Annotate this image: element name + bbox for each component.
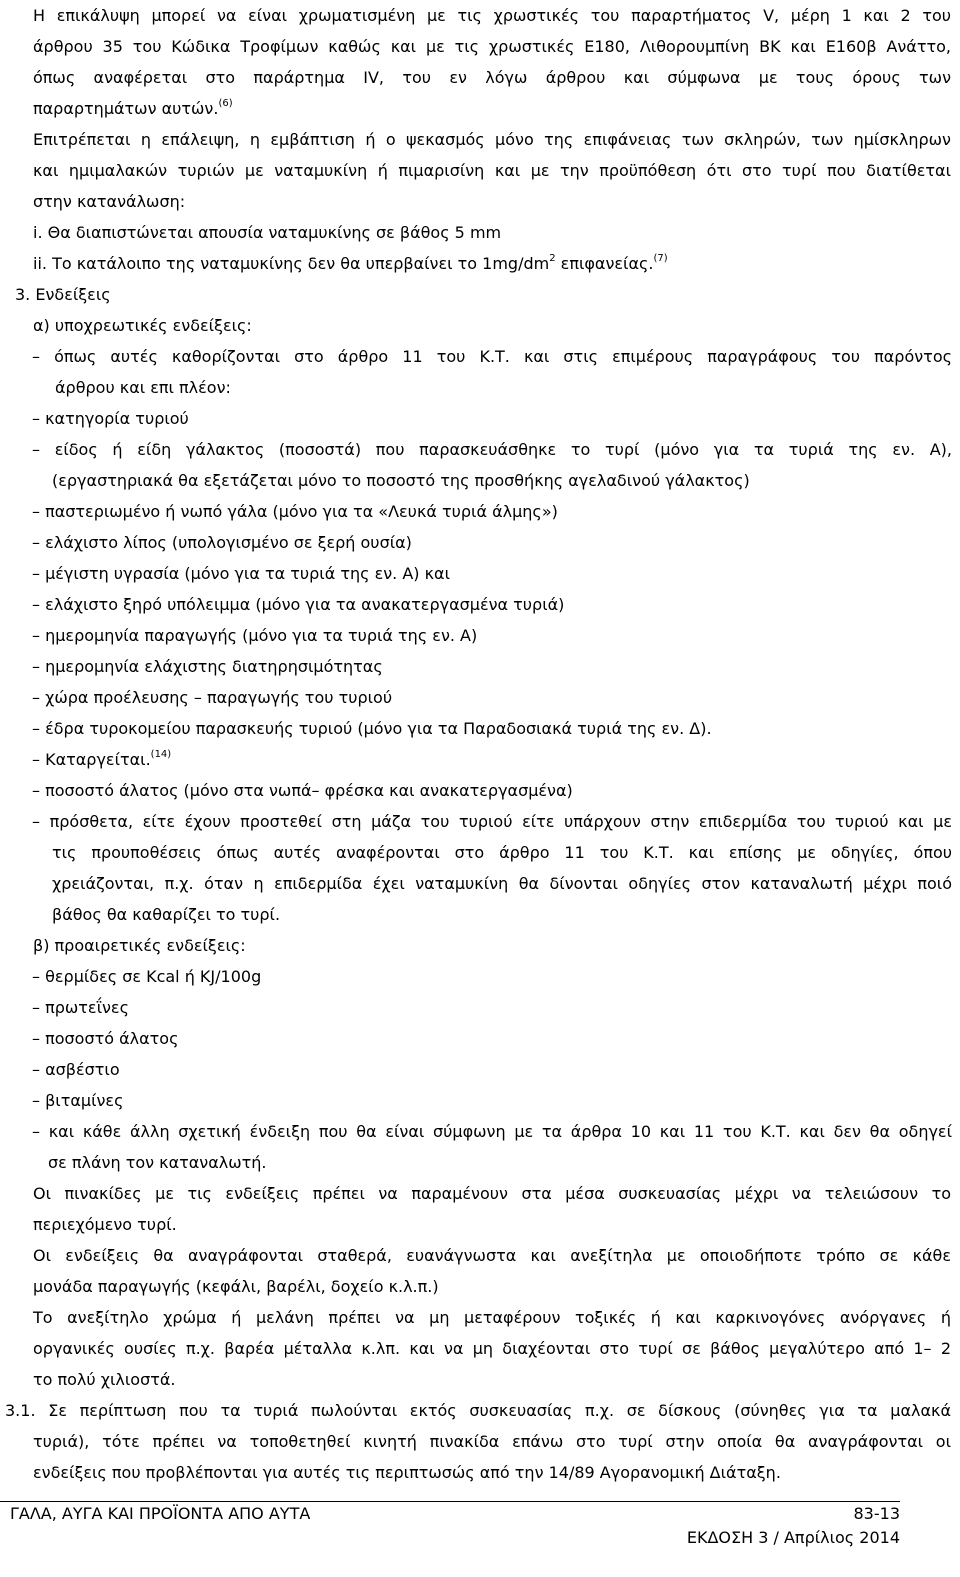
list-item: – ελάχιστο λίπος (υπολογισμένο σε ξερή ουσία) [0,527,960,558]
text-line: σε πλάνη τον καταναλωτή. [48,1153,267,1172]
edition-label: ΕΚΔΟΣΗ 3 / Απρίλιος 2014 [686,1528,900,1547]
list-item: – όπως αυτές καθορίζονται στο άρθρο 11 του Κ.Τ. και στις επιμέρους παραγράφους του παρόντος [0,341,952,372]
text-line: άρθρου και επι πλέον: [55,378,231,397]
footnote-ref: (14) [150,749,172,760]
list-item: – Καταργείται.$^{(14)}$ [32,749,172,769]
footnote-ref: (6) [218,98,233,109]
text-line: περιεχόμενο τυρί. [33,1215,177,1234]
text-line: βάθος θα καθαρίζει το τυρί. [52,905,281,924]
footnote-ref: (7) [653,253,668,264]
list-item: – χώρα προέλευσης – παραγωγής του τυριού [0,682,960,713]
text-line: Επιτρέπεται η επάλειψη, η εμβάπτιση ή ο ψεκασμός μόνο της επιφάνειας των σκληρών, των ημίσκληρων [33,130,951,149]
superscript: 2 [549,253,556,264]
text-line: 3.1. Σε περίπτωση που τα τυριά πωλούνται εκτός συσκευασίας π.χ. σε δίσκους (σύνηθες για τα μαλακά [5,1401,951,1420]
list-item: – ασβέστιο [0,1054,960,1085]
text-line: Οι ενδείξεις θα αναγράφονται σταθερά, ευανάγνωστα και ανεξίτηλα με οποιοδήποτε τρόπο σε κάθε [33,1246,951,1265]
list-item: – κατηγορία τυριού [0,403,960,434]
section-heading: 3. Ενδείξεις [15,285,111,304]
subsection-heading: α) υποχρεωτικές ενδείξεις: [33,316,252,335]
list-item: – ημερομηνία παραγωγής (μόνο για τα τυριά της εν. Α) [0,620,960,651]
list-item: – θερμίδες σε Kcal ή KJ/100g [0,961,960,992]
text-line: μονάδα παραγωγής (κεφάλι, βαρέλι, δοχείο κ.λ.π.) [33,1277,439,1296]
list-item: – βιταμίνες [0,1085,960,1116]
text-line: το πολύ χιλιοστά. [33,1370,176,1389]
text-line: στην κατανάλωση: [33,192,186,211]
text-line: (εργαστηριακά θα εξετάζεται μόνο το ποσοστό της προσθήκης αγελαδινού γάλακτος) [52,471,750,490]
page-number: 83-13 [853,1504,900,1523]
list-item: – ποσοστό άλατος [0,1023,960,1054]
list-item: – έδρα τυροκομείου παρασκευής τυριού (μόνο για τα Παραδοσιακά τυριά της εν. Δ). [0,713,960,744]
text-line: και ημιμαλακών τυριών με ναταμυκίνη ή πιμαρισίνη και με την προϋπόθεση ότι στο τυρί που διατίθεται [33,161,951,180]
text-line: άρθρου 35 του Κώδικα Τροφίμων καθώς και με τις χρωστικές E180, Λιθορουμπίνη BK και E160β Ανάττο, [33,37,951,56]
list-item: – είδος ή είδη γάλακτος (ποσοστά) που παρασκευάσθηκε το τυρί (μόνο για τα τυριά της εν. Α), [0,434,952,465]
text-line: οργανικές ουσίες π.χ. βαρέα μέταλλα κ.λπ. και να μη διαχέονται στο τυρί σε βάθος μεγαλύτερο από 1– 2 [33,1339,951,1358]
text-line: ii. Το κατάλοιπο της ναταμυκίνης δεν θα υπερβαίνει το $1mg/dm^2$ επιφανείας.$^{(7)}$ [33,253,668,273]
list-item: – πρόσθετα, είτε έχουν προστεθεί στη μάζα του τυριού είτε υπάρχουν στην επιδερμίδα του τυριού και με [0,806,952,837]
text-line: Οι πινακίδες με τις ενδείξεις πρέπει να παραμένουν στα μέσα συσκευασίας μέχρι να τελειώσουν το [33,1184,951,1203]
text-line: τις προυποθέσεις όπως αυτές αναφέρονται στο άρθρο 11 του Κ.Τ. και επίσης με οδηγίες, όπου [52,843,952,862]
list-item: – μέγιστη υγρασία (μόνο για τα τυριά της εν. Α) και [0,558,960,589]
text-line: παραρτημάτων αυτών.$^{(6)}$ [33,98,233,118]
subsection-heading: β) προαιρετικές ενδείξεις: [33,936,246,955]
text-line: Η επικάλυψη μπορεί να είναι χρωματισμένη με τις χρωστικές του παραρτήματος V, μέρη 1 και 2 του [33,6,951,25]
list-item: – και κάθε άλλη σχετική ένδειξη που θα είναι σύμφωνη με τα άρθρα 10 και 11 του Κ.Τ. και δεν θα οδηγεί [0,1116,952,1147]
text-line: χρειάζονται, π.χ. όταν η επιδερμίδα έχει ναταμυκίνη θα δίνονται οδηγίες στον καταναλωτή μέχρι ποιό [52,874,952,893]
list-item: – ημερομηνία ελάχιστης διατηρησιμότητας [0,651,960,682]
footer-title: ΓΑΛΑ, ΑΥΓΑ ΚΑΙ ΠΡΟΪΟΝΤΑ ΑΠΟ ΑΥΤΑ [10,1504,311,1523]
text-line: i. Θα διαπιστώνεται απουσία ναταμυκίνης σε βάθος 5 mm [33,223,502,242]
text-line: όπως αναφέρεται στο παράρτημα IV, του εν λόγω άρθρου και σύμφωνα με τους όρους των [33,68,951,87]
list-item: – ελάχιστο ξηρό υπόλειμμα (μόνο για τα ανακατεργασμένα τυριά) [0,589,960,620]
text-line: τυριά), τότε πρέπει να τοποθετηθεί κινητή πινακίδα επάνω στο τυρί στην οποία θα αναγράφονται οι [33,1432,951,1451]
text-line: Το ανεξίτηλο χρώμα ή μελάνη πρέπει να μη μεταφέρουν τοξικές ή και καρκινογόνες ανόργανες ή [33,1308,951,1327]
text-line: ενδείξεις που προβλέπονται για αυτές τις περιπτωσώς από την 14/89 Αγορανομική Διάταξη. [33,1463,781,1482]
list-item: – πρωτεΐνες [0,992,960,1023]
list-item: – παστεριωμένο ή νωπό γάλα (μόνο για τα «Λευκά τυριά άλμης») [0,496,960,527]
list-item: – ποσοστό άλατος (μόνο στα νωπά– φρέσκα και ανακατεργασμένα) [32,781,573,800]
page-footer [0,1501,900,1550]
